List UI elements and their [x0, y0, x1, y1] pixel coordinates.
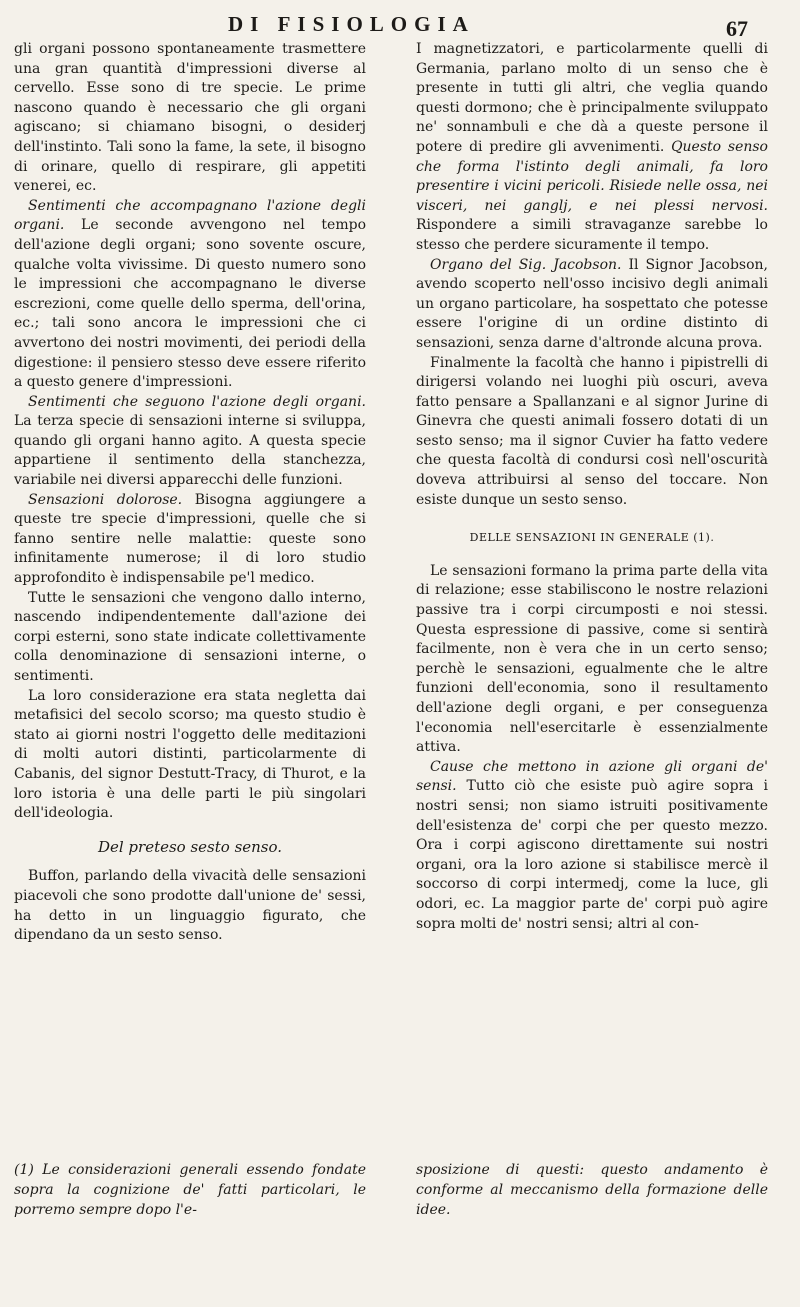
left-column — [14, 40, 366, 946]
section-heading: DELLE SENSAZIONI IN GENERALE (1). — [469, 531, 715, 545]
paragraph: Tutte le sensazioni che vengono dallo interno, nascendo indipendentemente dall'azione dei corpi esterni, sono state indicate collettivamente colla denominazione di sensazioni interne, o sentimenti. — [14, 589, 366, 684]
paragraph: Finalmente la facoltà che hanno i pipistrelli di dirigersi volando nei luoghi più oscuri, aveva fatto pensare a Spallanzani e al signor Jurine di Ginevra che questi animali fossero dotati di un sesto senso; ma il signor Cuvier ha fatto vedere che questa facoltà di condursi così nell'oscurità doveva attribuirsi al senso del toccare. Non esiste dunque un sesto senso. — [416, 354, 768, 508]
paragraph: La loro considerazione era stata negletta dai metafisici del secolo scorso; ma questo studio è stato ai giorni nostri l'oggetto delle meditazioni di molti autori distinti, particolarmente di Cabanis, del signor Destutt-Tracy, di Thurot, e la loro istoria è una delle parti le più singolari dell'ideologia. — [14, 687, 366, 822]
paragraph-text: Tutto ciò che esiste può agire sopra i nostri sensi; non siamo istruiti positivamente dell'esistenza de' corpi che per questo mezzo. Ora i corpi agiscono direttamente sui nostri organi, ora la loro azione si stabilisce mercè il soccorso di corpi intermedj, come la luce, gli odori, ec. La maggior parte de' corpi può agire sopra molti de' nostri sensi; altri al con- — [416, 778, 768, 932]
footnote-left: (1) Le considerazioni generali essendo fondate sopra la cognizione de' fatti particolari, le porremo sempre dopo l'e- — [14, 1162, 366, 1218]
paragraph — [14, 491, 366, 589]
footnote-right: sposizione di questi: questo andamento è conforme al meccanismo della formazione delle idee. — [416, 1162, 768, 1218]
paragraph — [14, 393, 366, 491]
paragraph — [416, 758, 768, 934]
paragraph-text: Bisogna aggiungere a queste tre specie d'impressioni, quelle che si fanno sentire nelle malattie: queste sono infinitamente numerose; il di loro studio approfondito è indispensabile pe'l medico. — [14, 491, 366, 587]
italic-passage: Questo senso che forma l'istinto degli animali, fa loro presentire i vicini pericoli. Risiede nelle ossa, nei visceri, nei ganglj, e nei plessi nervosi. — [416, 138, 768, 214]
paragraph-text: Le seconde avvengono nel tempo dell'azione degli organi; sono sovente oscure, qualche volta vivissime. Di questo numero sono le impressioni che accompagnano le diverse escrezioni, come quelle dello sperma, dell'orina, ec.; tali sono ancora le impressioni che ci avvertono dei nostri movimenti, dei periodi della digestione: il pensiero stesso deve essere riferito a questo genere d'impressioni. — [14, 217, 366, 391]
paragraph — [14, 197, 366, 393]
paragraph-text: I magnetizzatori, e particolarmente quelli di Germania, parlano molto di un senso che è presente in tutti gli altri, che veglia quando questi dormono; che è principalmente sviluppato ne' sonnambuli e che dà a queste persone il potere di predire gli avvenimenti. — [416, 41, 768, 155]
run-in-heading: Sentimenti che seguono l'azione degli organi. — [28, 393, 366, 410]
run-in-heading: Organo del Sig. Jacobson. — [430, 256, 622, 273]
paragraph — [416, 256, 768, 354]
paragraph-text: Rispondere a simili stravaganze sarebbe lo stesso che perdere sicuramente il tempo. — [416, 217, 768, 253]
run-in-heading: Sensazioni dolorose. — [28, 491, 183, 508]
paragraph: Le sensazioni formano la prima parte della vita di relazione; esse stabiliscono le nostre relazioni passive tra i corpi circumposti e noi stessi. Questa espressione di passive, come si sentirà facilmente, non è vera che in un certo senso; perchè le sensazioni, egualmente che le altre funzioni dell'economia, sono il resultamento dell'azione degli organi, e per conseguenza l'economia nell'esercitarle è essenzialmente attiva. — [416, 562, 768, 756]
run-in-heading: Sentimenti che accompagnano l'azione degli organi. — [14, 197, 366, 234]
paragraph: gli organi possono spontaneamente trasmettere una gran quantità d'impressioni diverse al cervello. Esse sono di tre specie. Le prime nascono quando è necessario che gli organi agiscano; si chiamano bisogni, o desiderj dell'instinto. Tali sono la fame, la sete, il bisogno di orinare, quello di respirare, gli appetiti venerei, ec. — [14, 41, 366, 195]
paragraph-text: Il Signor Jacobson, avendo scoperto nell'osso incisivo degli animali un organo particolare, ha sospettato che potesse essere l'origine di un ordine distinto di sensazioni, senza darne d'altronde alcuna prova. — [416, 256, 769, 351]
paragraph: Buffon, parlando della vivacità delle sensazioni piacevoli che sono prodotte dall'unione de' sessi, ha detto in un linguaggio figurato, che dipendano da un sesto senso. — [14, 868, 366, 944]
running-title: DI FISIOLOGIA — [228, 12, 475, 36]
paragraph-text: La terza specie di sensazioni interne si sviluppa, quando gli organi hanno agito. A questa specie appartiene il sentimento della stanchezza, variabile nei diversi apparecchi delle funzioni. — [14, 413, 366, 489]
run-in-heading: Cause che mettono in azione gli organi de' sensi. — [416, 758, 768, 795]
right-column — [416, 40, 768, 934]
section-heading: Del preteso sesto senso. — [97, 837, 283, 856]
page-number: 67 — [726, 16, 748, 41]
paragraph — [416, 40, 768, 256]
